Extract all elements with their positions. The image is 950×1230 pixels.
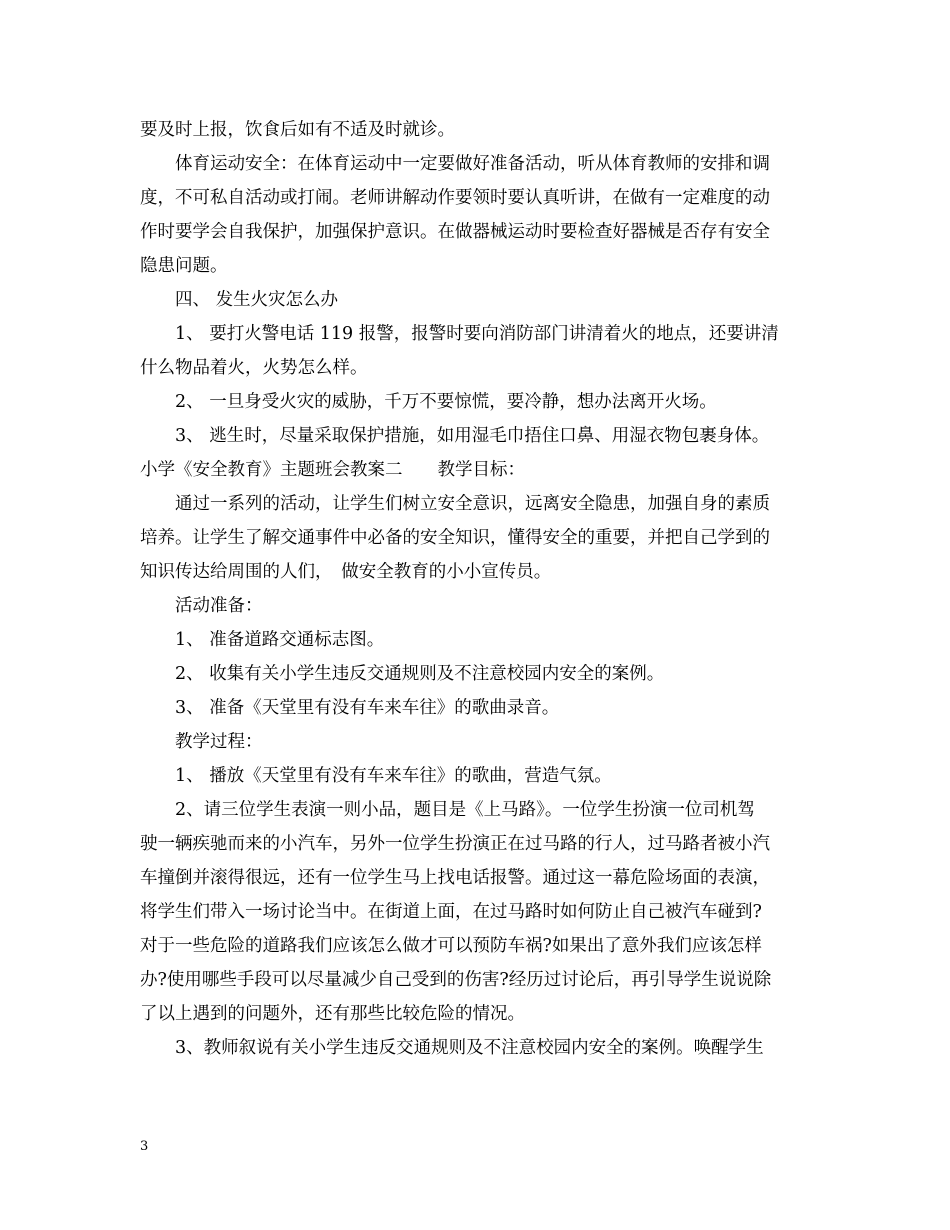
section-heading: 四、 发生火灾怎么办 xyxy=(175,290,339,310)
text-line: 作时要学会自我保护，加强保护意识。在做器械运动时要检查好器械是否存有安全 xyxy=(140,222,770,242)
text-line: 1、 播放《天堂里有没有车来车往》的歌曲，营造气氛。 xyxy=(175,766,612,786)
lesson-title: 小学《安全教育》主题班会教案二 教学目标： xyxy=(140,460,525,480)
page-number: 3 xyxy=(140,1139,149,1154)
text-line: 对于一些危险的道路我们应该怎么做才可以预防车祸?如果出了意外我们应该怎样 xyxy=(140,936,762,956)
text-line: 度，不可私自活动或打闹。老师讲解动作要领时要认真听讲，在做有一定难度的动 xyxy=(140,188,770,208)
text-line: 1、 要打火警电话 119 报警，报警时要向消防部门讲清着火的地点，还要讲清 xyxy=(175,324,779,344)
text-line: 什么物品着火，火势怎么样。 xyxy=(140,358,368,378)
text-line: 了以上遇到的问题外，还有那些比较危险的情况。 xyxy=(140,1004,525,1024)
text-line: 驶一辆疾驰而来的小汽车，另外一位学生扮演正在过马路的行人，过马路者被小汽 xyxy=(140,834,770,854)
text-line: 通过一系列的活动，让学生们树立安全意识，远离安全隐患，加强自身的素质 xyxy=(175,494,770,514)
text-line: 将学生们带入一场讨论当中。在街道上面，在过马路时如何防止自己被汽车碰到? xyxy=(140,902,762,922)
text-line: 2、 一旦身受火灾的威胁，千万不要惊慌，要冷静，想办法离开火场。 xyxy=(175,392,717,412)
text-line: 要及时上报，饮食后如有不适及时就诊。 xyxy=(140,120,455,140)
text-line: 知识传达给周围的人们， 做安全教育的小小宣传员。 xyxy=(140,562,552,582)
text-line: 车撞倒并滚得很远，还有一位学生马上找电话报警。通过这一幕危险场面的表演， xyxy=(140,868,770,888)
section-heading: 教学过程： xyxy=(175,732,263,752)
text-line: 2、 收集有关小学生违反交通规则及不注意校园内安全的案例。 xyxy=(175,664,665,684)
text-line: 1、 准备道路交通标志图。 xyxy=(175,630,385,650)
text-line: 隐患问题。 xyxy=(140,256,228,276)
text-line: 体育运动安全：在体育运动中一定要做好准备活动，听从体育教师的安排和调 xyxy=(175,154,770,174)
text-line: 3、教师叙说有关小学生违反交通规则及不注意校园内安全的案例。唤醒学生 xyxy=(175,1038,764,1058)
text-line: 培养。让学生了解交通事件中必备的安全知识，懂得安全的重要，并把自己学到的 xyxy=(140,528,770,548)
text-line: 2、请三位学生表演一则小品，题目是《上马路》。一位学生扮演一位司机驾 xyxy=(175,800,755,820)
text-line: 3、 准备《天堂里有没有车来车往》的歌曲录音。 xyxy=(175,698,560,718)
text-line: 办?使用哪些手段可以尽量减少自己受到的伤害?经历过讨论后，再引导学生说说除 xyxy=(140,970,772,990)
text-line: 3、 逃生时，尽量采取保护措施，如用湿毛巾捂住口鼻、用湿衣物包裹身体。 xyxy=(175,426,770,446)
section-heading: 活动准备： xyxy=(175,596,263,616)
